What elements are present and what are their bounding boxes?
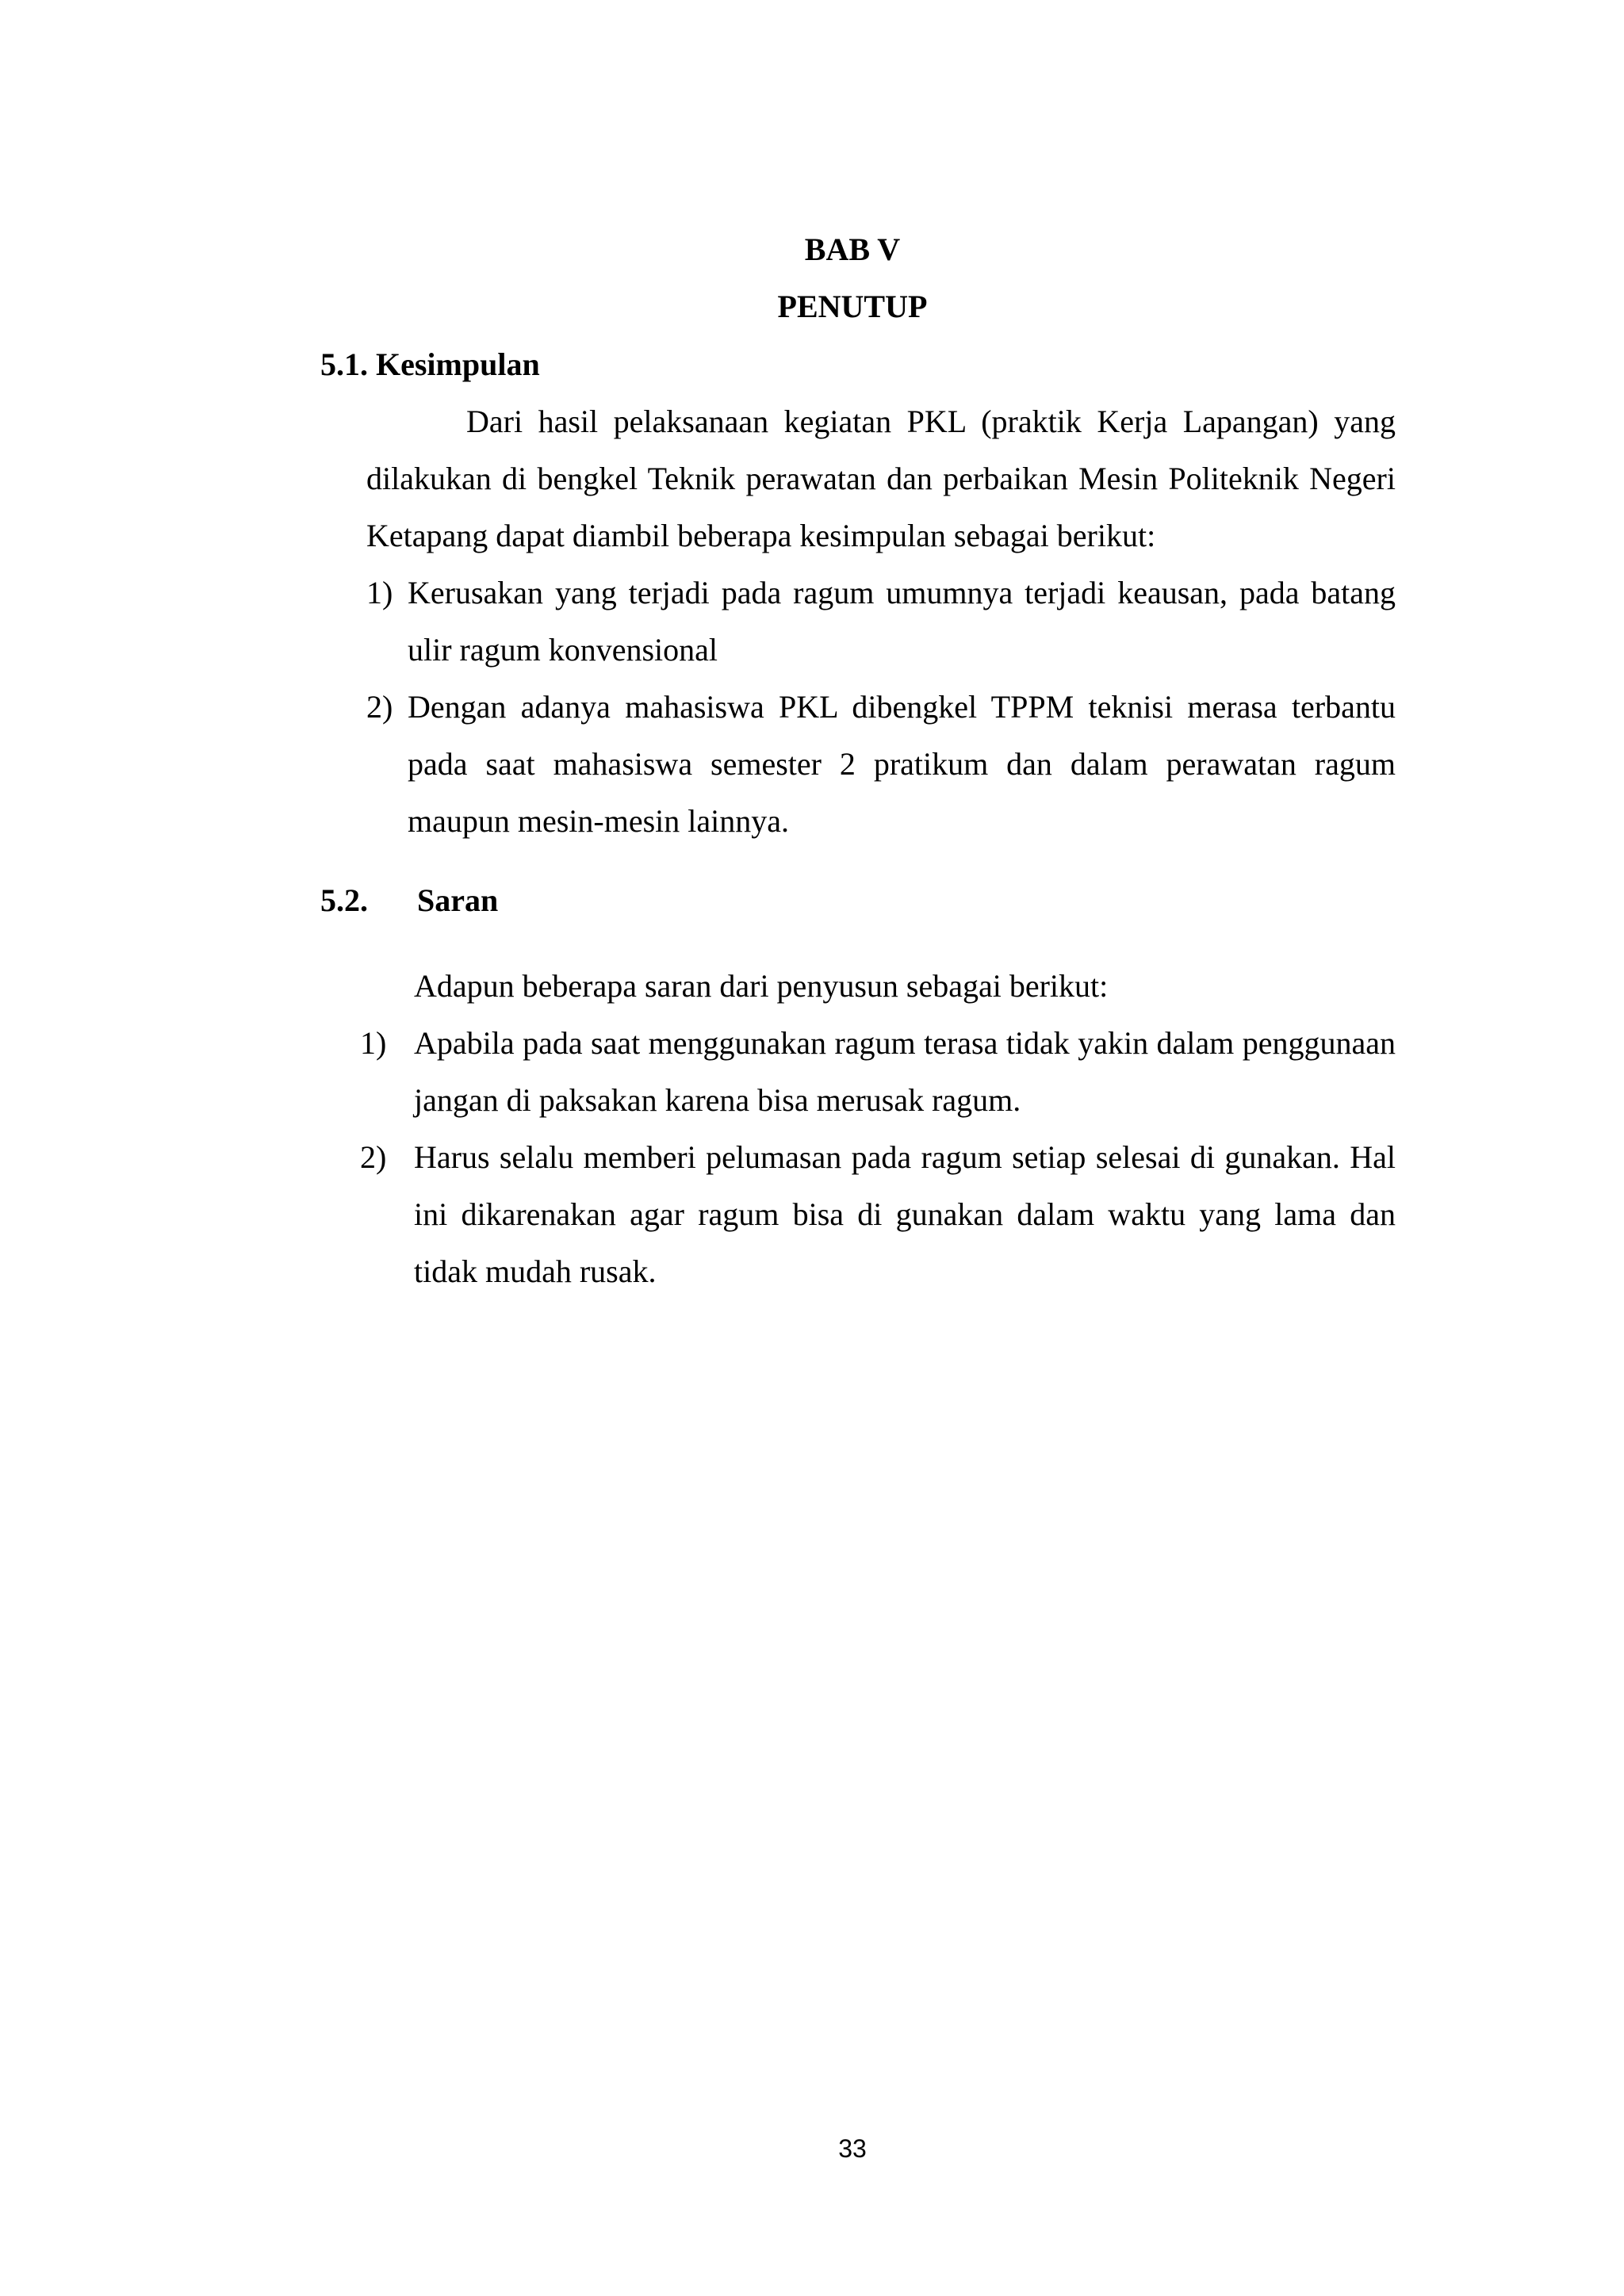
list-item-number: 1) xyxy=(366,575,393,610)
list-item-text: Dengan adanya mahasiswa PKL dibengkel TPPM teknisi merasa terbantu pada saat mahasiswa semester 2 pratikum dan dalam perawatan ragum maupun mesin-mesin lainnya. xyxy=(408,689,1396,839)
list-item-number: 2) xyxy=(360,1139,387,1175)
page-number: 33 xyxy=(838,2134,867,2163)
kesimpulan-intro-paragraph: Dari hasil pelaksanaan kegiatan PKL (praktik Kerja Lapangan) yang dilakukan di bengkel Teknik perawatan dan perbaikan Mesin Politeknik Negeri Ketapang dapat diambil beberapa kesimpulan sebagai berikut: xyxy=(366,404,1396,553)
list-item xyxy=(360,1129,1396,1300)
chapter-number: BAB V xyxy=(804,232,901,267)
kesimpulan-list xyxy=(366,564,1396,850)
chapter-title: PENUTUP xyxy=(777,289,928,324)
list-item-text: Kerusakan yang terjadi pada ragum umumnya terjadi keausan, pada batang ulir ragum konvensional xyxy=(408,575,1396,668)
list-item xyxy=(366,679,1396,850)
list-item-number: 2) xyxy=(366,689,393,725)
section-number: 5.2. xyxy=(320,882,368,918)
section-heading-kesimpulan: 5.1. Kesimpulan xyxy=(320,346,540,382)
section-heading-saran xyxy=(320,882,498,920)
list-item-text: Apabila pada saat menggunakan ragum terasa tidak yakin dalam penggunaan jangan di paksakan karena bisa merusak ragum. xyxy=(414,1025,1396,1118)
list-item xyxy=(366,564,1396,679)
section-title: Saran xyxy=(417,882,499,918)
list-item xyxy=(360,1015,1396,1129)
list-item-number: 1) xyxy=(360,1025,387,1061)
list-item-text: Harus selalu memberi pelumasan pada ragum setiap selesai di gunakan. Hal ini dikarenakan agar ragum bisa di gunakan dalam waktu yang lama dan tidak mudah rusak. xyxy=(414,1139,1396,1289)
saran-list xyxy=(360,1015,1396,1300)
saran-intro-paragraph: Adapun beberapa saran dari penyusun sebagai berikut: xyxy=(414,968,1109,1004)
